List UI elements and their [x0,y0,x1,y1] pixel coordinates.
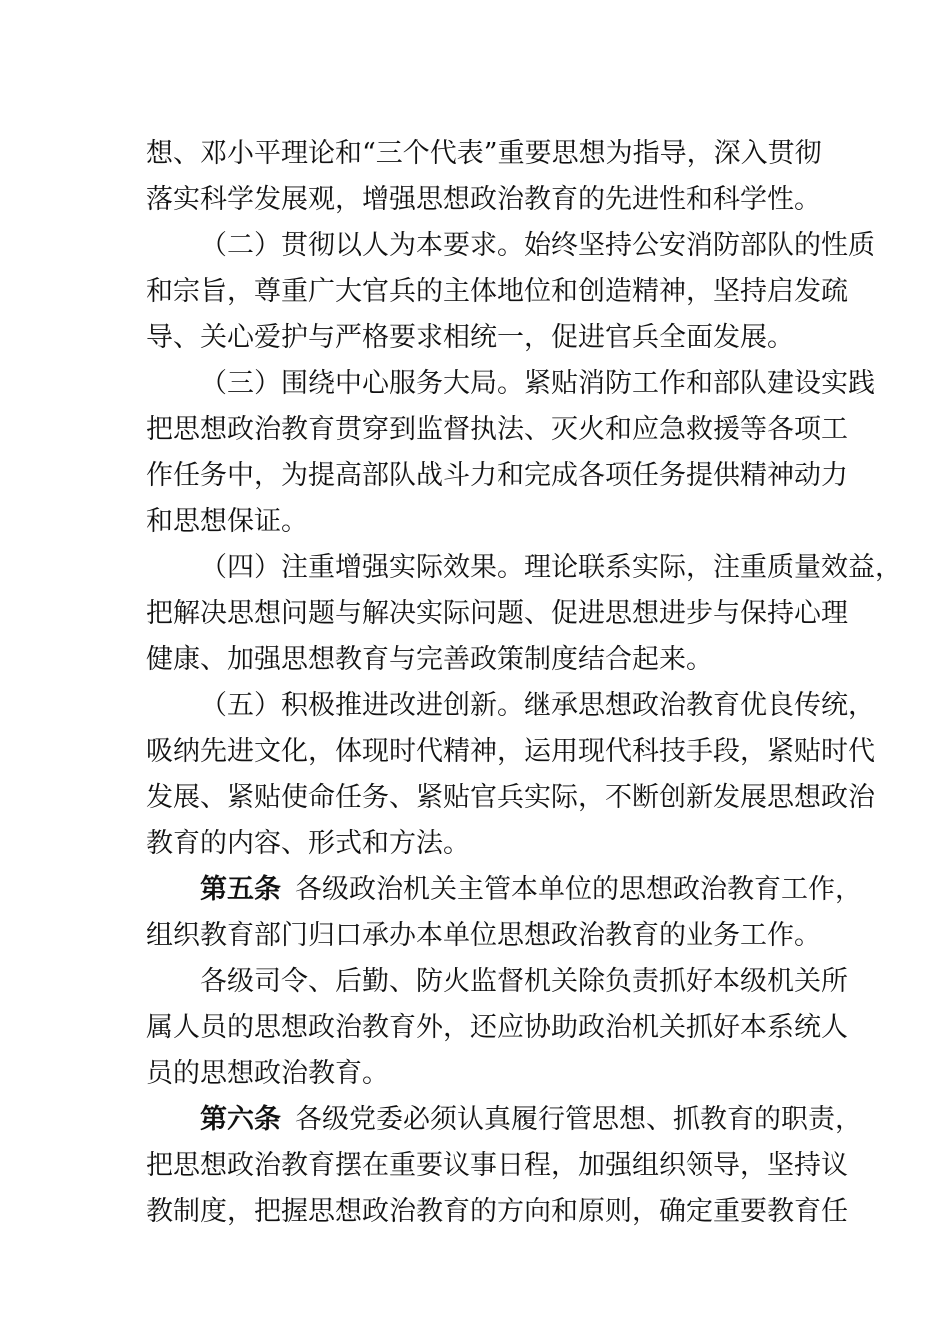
text-line: （三）围绕中心服务大局。紧贴消防工作和部队建设实践 [200,368,875,399]
text-line: 把解决思想问题与解决实际问题、促进思想进步与保持心理 [146,598,848,629]
text-line: 各级司令、后勤、防火监督机关除负责抓好本级机关所 [200,966,848,997]
text-line: 教育的内容、形式和方法。 [146,828,470,859]
paragraph-principle-5 [146,683,875,867]
text-line: 导、关心爱护与严格要求相统一，促进官兵全面发展。 [146,322,794,353]
text-line: 属人员的思想政治教育外，还应协助政治机关抓好本系统人 [146,1012,848,1043]
text-line [146,1097,862,1143]
text-line: 健康、加强思想教育与完善政策制度结合起来。 [146,644,713,675]
text-line: （二）贯彻以人为本要求。始终坚持公安消防部队的性质 [200,230,875,261]
text-line: 教制度，把握思想政治教育的方向和原则，确定重要教育任 [146,1196,848,1227]
article-title: 第六条 [200,1104,281,1135]
article-6 [146,1097,862,1235]
paragraph-principle-2 [146,223,875,361]
article-text: 各级政治机关主管本单位的思想政治教育工作， [295,874,862,905]
text-line: 和思想保证。 [146,506,308,537]
article-text: 各级党委必须认真履行管思想、抓教育的职责， [295,1104,862,1135]
text-line: 吸纳先进文化，体现时代精神，运用现代科技手段，紧贴时代 [146,736,875,767]
document-body [146,131,902,1235]
text-line: 员的思想政治教育。 [146,1058,389,1089]
paragraph-principle-3 [146,361,875,545]
text-line: 想、邓小平理论和“三个代表”重要思想为指导，深入贯彻 [146,138,822,169]
text-line [146,867,862,913]
paragraph-principle-4 [146,545,902,683]
text-line: 作任务中，为提高部队战斗力和完成各项任务提供精神动力 [146,460,848,491]
text-line: 和宗旨，尊重广大官兵的主体地位和创造精神，坚持启发疏 [146,276,848,307]
text-line: （四）注重增强实际效果。理论联系实际，注重质量效益， [200,552,902,583]
paragraph-guiding-thought [146,131,822,223]
text-line: （五）积极推进改进创新。继承思想政治教育优良传统， [200,690,875,721]
text-line: 组织教育部门归口承办本单位思想政治教育的业务工作。 [146,920,821,951]
text-line: 落实科学发展观，增强思想政治教育的先进性和科学性。 [146,184,821,215]
article-5 [146,867,862,959]
text-line: 把思想政治教育摆在重要议事日程，加强组织领导，坚持议 [146,1150,848,1181]
text-line: 把思想政治教育贯穿到监督执法、灭火和应急救援等各项工 [146,414,848,445]
paragraph-departments [146,959,848,1097]
text-line: 发展、紧贴使命任务、紧贴官兵实际，不断创新发展思想政治 [146,782,875,813]
article-title: 第五条 [200,874,281,905]
